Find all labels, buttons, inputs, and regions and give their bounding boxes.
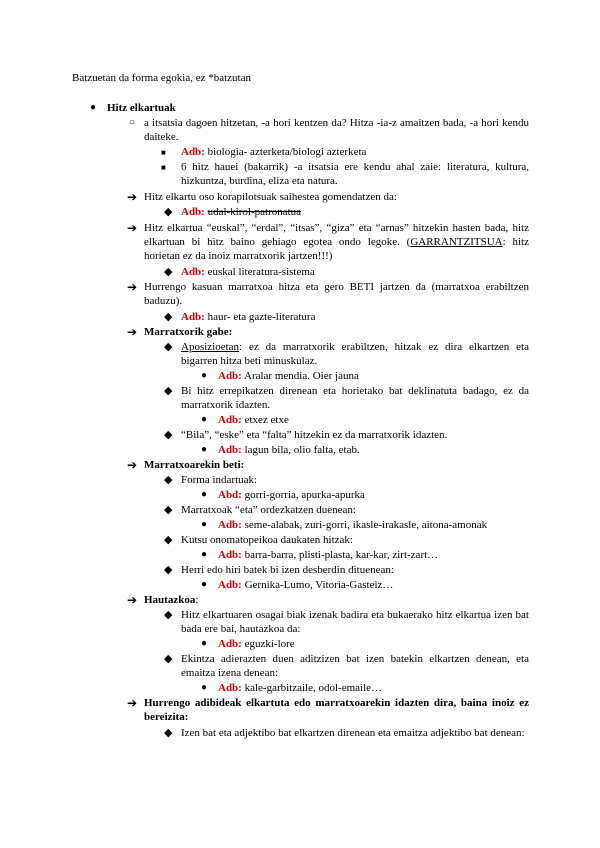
diamond-bullet-icon: ◆	[164, 341, 173, 353]
diamond-bullet-icon: ◆	[164, 534, 173, 546]
square-bullet-icon: ■	[161, 148, 166, 157]
section-heading: Hitz elkartuak	[107, 102, 176, 114]
example-two-names: Adb: Gernika-Lumo, Vitoria-Gasteiz…	[218, 579, 394, 591]
rule-two-names: Herri edo hiri batek bi izen desberdin dituenean:	[181, 564, 394, 576]
example-onomatopoeic: Adb: barra-barra, plisti-plasta, kar-kar, zirt-zart…	[218, 549, 439, 561]
subheading-optional: Hautazkoa:	[144, 594, 199, 606]
example-verbal-noun: Adb: kale-garbitzaile, odol-emaile…	[218, 682, 383, 694]
rule-euskal-erdal: Hitz elkartua “euskal”, “erdal”, “itsas”, “giza” eta “arnas” hitzekin hasten bada, hitz elkartuan bi hitz baino gehiago egotea ondo legoke. (GARRANTZITSUA: hitz horietan ez da inoiz marratxorik jartzen!!!)	[144, 222, 529, 262]
diamond-bullet-icon: ◆	[164, 429, 173, 441]
rule-noun-noun: Hitz elkartuaren osagai biak izenak badira eta bukaerako hitz elkartua izen bat bada ere bai, hautazkoa da:	[181, 609, 529, 635]
diamond-bullet-icon: ◆	[164, 474, 173, 486]
diamond-bullet-icon: ◆	[164, 609, 173, 621]
note-six-words: 6 hitz hauei (bakarrik) -a itsatsia ere kendu ahal zaie: literatura, kultura, hizkuntza, burdina, eliza eta natura.	[181, 161, 529, 187]
intro-line: Batzuetan da forma egokia, ez *batzutan	[72, 72, 251, 84]
rule-bila-eske-falta: “Bila”, “eske” eta “falta” hitzekin ez da marratxorik idazten.	[181, 429, 448, 441]
diamond-bullet-icon: ◆	[164, 311, 173, 323]
rule-repeated-words: Bi hitz errepikatzen direnean eta horietako bat deklinatuta badago, ez da marratxorik idazten.	[181, 385, 529, 411]
rule-a-itsatsia: a itsatsia dagoen hitzetan, -a hori kentzen da? Hitza -ia-z amaitzen bada, -a hori kendu daiteke.	[144, 117, 529, 143]
example-bila-eske-falta: Adb: lagun bila, olio falta, etab.	[218, 444, 360, 456]
square-bullet-icon: ■	[161, 163, 166, 172]
diamond-bullet-icon: ◆	[164, 504, 173, 516]
diamond-bullet-icon: ◆	[164, 266, 173, 278]
rule-onomatopoeic: Kutsu onomatopeikoa daukaten hitzak:	[181, 534, 353, 546]
arrow-right-icon: ➔	[127, 458, 138, 472]
diamond-bullet-icon: ◆	[164, 564, 173, 576]
example-r2: Adb: euskal literatura-sistema	[181, 266, 315, 278]
rule-always-hyphen: Hurrengo kasuan marratxoa hitza eta gero BETI jartzen da (marratxoa erabiltzen baduzu).	[144, 281, 529, 307]
arrow-right-icon: ➔	[127, 696, 138, 710]
subheading-never-separated: Hurrengo adibideak elkartuta edo marratxoarekin idazten dira, baina inoiz ez bereizita:	[144, 697, 529, 723]
bullet-filled-icon: ●	[201, 444, 208, 455]
arrow-right-icon: ➔	[127, 221, 138, 235]
diamond-bullet-icon: ◆	[164, 385, 173, 397]
rule-apposition: Aposizioetan: ez da marratxorik erabiltzen, hitzak ez dira elkartzen eta bigarren hitza beti minuskulaz.	[181, 341, 529, 367]
arrow-right-icon: ➔	[127, 280, 138, 294]
subheading-without-hyphen: Marratxorik gabe:	[144, 326, 233, 338]
bullet-filled-icon: ●	[201, 549, 208, 560]
bullet-filled-icon: ●	[201, 519, 208, 530]
example-repeated-words: Adb: etxez etxe	[218, 414, 289, 426]
rule-replaces-eta: Marratxoak “eta” ordezkatzen duenean:	[181, 504, 356, 516]
rule-noun-adjective: Izen bat eta adjektibo bat elkartzen direnean eta emaitza adjektibo bat denean:	[181, 727, 525, 739]
bullet-hollow-icon: ○	[129, 117, 136, 128]
diamond-bullet-icon: ◆	[164, 727, 173, 739]
bullet-filled-icon: ●	[201, 682, 208, 693]
rule-complex-compounds: Hitz elkartu oso korapilotsuak saihestea gomendatzen da:	[144, 191, 397, 203]
subheading-always-hyphen: Marratxoarekin beti:	[144, 459, 245, 471]
bullet-filled-icon: ●	[201, 489, 208, 500]
bullet-filled-icon: ●	[201, 579, 208, 590]
diamond-bullet-icon: ◆	[164, 653, 173, 665]
bullet-filled-icon: ●	[201, 638, 208, 649]
bullet-filled-icon: ●	[90, 102, 97, 113]
rule-verbal-noun: Ekintza adierazten duen aditzizen bat izen batekin elkartzen denean, eta emaitza izena denean:	[181, 653, 529, 679]
arrow-right-icon: ➔	[127, 190, 138, 204]
example-reinforced-forms: Abd: gorri-gorria, apurka-apurka	[218, 489, 365, 501]
example-r1: Adb: udal-kirol-patronatua	[181, 206, 302, 218]
arrow-right-icon: ➔	[127, 325, 138, 339]
example-replaces-eta: Adb: seme-alabak, zuri-gorri, ikasle-irakasle, aitona-amonak	[218, 519, 488, 531]
example-noun-noun: Adb: eguzki-lore	[218, 638, 295, 650]
arrow-right-icon: ➔	[127, 593, 138, 607]
example-a1: Adb: biologia- azterketa/biologi azterketa	[181, 146, 367, 158]
example-r3: Adb: haur- eta gazte-literatura	[181, 311, 316, 323]
diamond-bullet-icon: ◆	[164, 206, 173, 218]
rule-reinforced-forms: Forma indartuak:	[181, 474, 258, 486]
bullet-filled-icon: ●	[201, 414, 208, 425]
bullet-filled-icon: ●	[201, 370, 208, 381]
example-apposition: Adb: Aralar mendia. Oier jauna	[218, 370, 359, 382]
